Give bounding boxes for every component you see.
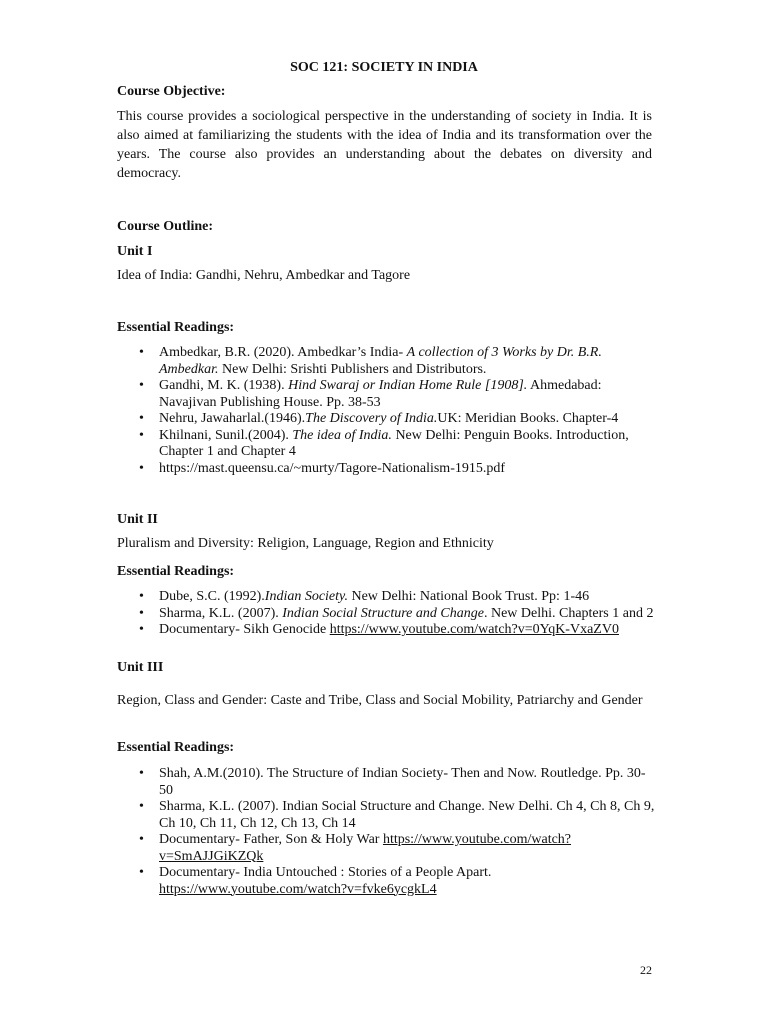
reading-author: Sharma, K.L. (2007). [159, 605, 283, 621]
bullet-icon: • [139, 799, 144, 814]
reading-publisher: . New Delhi. Chapters 1 and 2 [483, 605, 654, 621]
course-objective-heading: Course Objective: [117, 84, 226, 99]
reading-publisher: Ahmedabad: Navajivan Publishing House. Pp. 38-53 [159, 378, 602, 410]
course-objective-text: This course provides a sociological perspective in the understanding of society in India. It is also aimed at familiarizing the students with the idea of India and its transformation over the years. The course also provides an understanding about the debates on diversity and democracy. [117, 109, 652, 181]
list-item [117, 799, 657, 832]
bullet-icon: • [139, 865, 144, 880]
reading-description: Documentary- India Untouched : Stories of a People Apart. [159, 865, 492, 880]
reading-publisher: New Delhi: Srishti Publishers and Distributors. [218, 361, 487, 377]
list-item[interactable] [117, 461, 657, 478]
reading-title: Hind Swaraj or Indian Home Rule [1908]. [288, 378, 528, 393]
bullet-icon: • [139, 832, 144, 847]
bullet-icon: • [139, 460, 144, 476]
unit-3-readings-list [117, 766, 657, 898]
list-item [117, 345, 657, 378]
unit-2-topic: Pluralism and Diversity: Religion, Language, Region and Ethnicity [117, 536, 494, 551]
reading-author: Dube, S.C. (1992). [159, 589, 265, 604]
list-item [117, 766, 657, 799]
list-item [117, 428, 657, 461]
bullet-icon: • [139, 378, 144, 393]
bullet-icon: • [139, 345, 144, 360]
reading-title: A collection of 3 Works by Dr. B.R. Ambedkar. [159, 345, 602, 377]
tagore-nationalism-link[interactable]: https://mast.queensu.ca/~murty/Tagore-Nationalism-1915.pdf [159, 460, 506, 476]
unit-2-readings-heading: Essential Readings: [117, 564, 235, 579]
reading-publisher: New Delhi: National Book Trust. Pp: 1-46 [347, 589, 590, 604]
list-item [117, 378, 657, 411]
bullet-icon: • [139, 427, 144, 443]
list-item [117, 865, 657, 898]
list-item [117, 589, 657, 606]
unit-2-title: Unit II [117, 512, 158, 527]
document-title: SOC 121: SOCIETY IN INDIA [290, 60, 478, 75]
reading-publisher: UK: Meridian Books. Chapter-4 [437, 411, 619, 426]
bullet-icon: • [139, 766, 144, 781]
unit-3-title: Unit III [117, 660, 164, 675]
reading-text: Sharma, K.L. (2007). Indian Social Structure and Change. New Delhi. Ch 4, Ch 8, Ch 9, Ch 10, Ch 11, Ch 12, Ch 13, Ch 14 [159, 799, 655, 831]
reading-description: Documentary- Sikh Genocide [159, 622, 330, 637]
bullet-icon: • [139, 605, 144, 621]
reading-text: Shah, A.M.(2010). The Structure of Indian Society- Then and Now. Routledge. Pp. 30-50 [159, 766, 646, 798]
unit-1-topic: Idea of India: Gandhi, Nehru, Ambedkar and Tagore [117, 268, 411, 283]
reading-author: Nehru, Jawaharlal.(1946). [159, 411, 306, 426]
list-item [117, 622, 657, 639]
reading-description: Documentary- Father, Son & Holy War [159, 832, 383, 847]
reading-author: Gandhi, M. K. (1938). [159, 378, 289, 393]
india-untouched-link[interactable]: https://www.youtube.com/watch?v=fvke6ycgkL4 [159, 881, 437, 897]
course-outline-heading: Course Outline: [117, 219, 214, 234]
bullet-icon: • [139, 622, 144, 637]
reading-title: Indian Social Structure and Change [282, 605, 484, 621]
unit-1-readings-list [117, 345, 657, 477]
list-item [117, 411, 657, 428]
unit-1-title: Unit I [117, 244, 153, 259]
bullet-icon: • [139, 589, 144, 604]
reading-title: The idea of India. [292, 427, 392, 443]
list-item [117, 832, 657, 865]
reading-title: The Discovery of India. [305, 411, 438, 426]
unit-3-readings-heading: Essential Readings: [117, 740, 235, 755]
reading-author: Ambedkar, B.R. (2020). Ambedkar’s India- [159, 345, 407, 360]
bullet-icon: • [139, 411, 144, 426]
unit-2-readings-list [117, 589, 657, 639]
page-number: 22 [640, 963, 652, 977]
unit-1-readings-heading: Essential Readings: [117, 320, 235, 335]
father-son-holy-war-link[interactable]: https://www.youtube.com/watch?v=SmAJJGiKZQk [159, 832, 572, 864]
reading-publisher: New Delhi: Penguin Books. Introduction, Chapter 1 and Chapter 4 [159, 427, 629, 459]
reading-title: Indian Society. [264, 589, 348, 604]
unit-3-topic: Region, Class and Gender: Caste and Tribe, Class and Social Mobility, Patriarchy and Gender [117, 693, 643, 708]
reading-author: Khilnani, Sunil.(2004). [159, 427, 293, 443]
list-item [117, 606, 657, 623]
sikh-genocide-link[interactable]: https://www.youtube.com/watch?v=0YqK-VxaZV0 [329, 622, 619, 637]
